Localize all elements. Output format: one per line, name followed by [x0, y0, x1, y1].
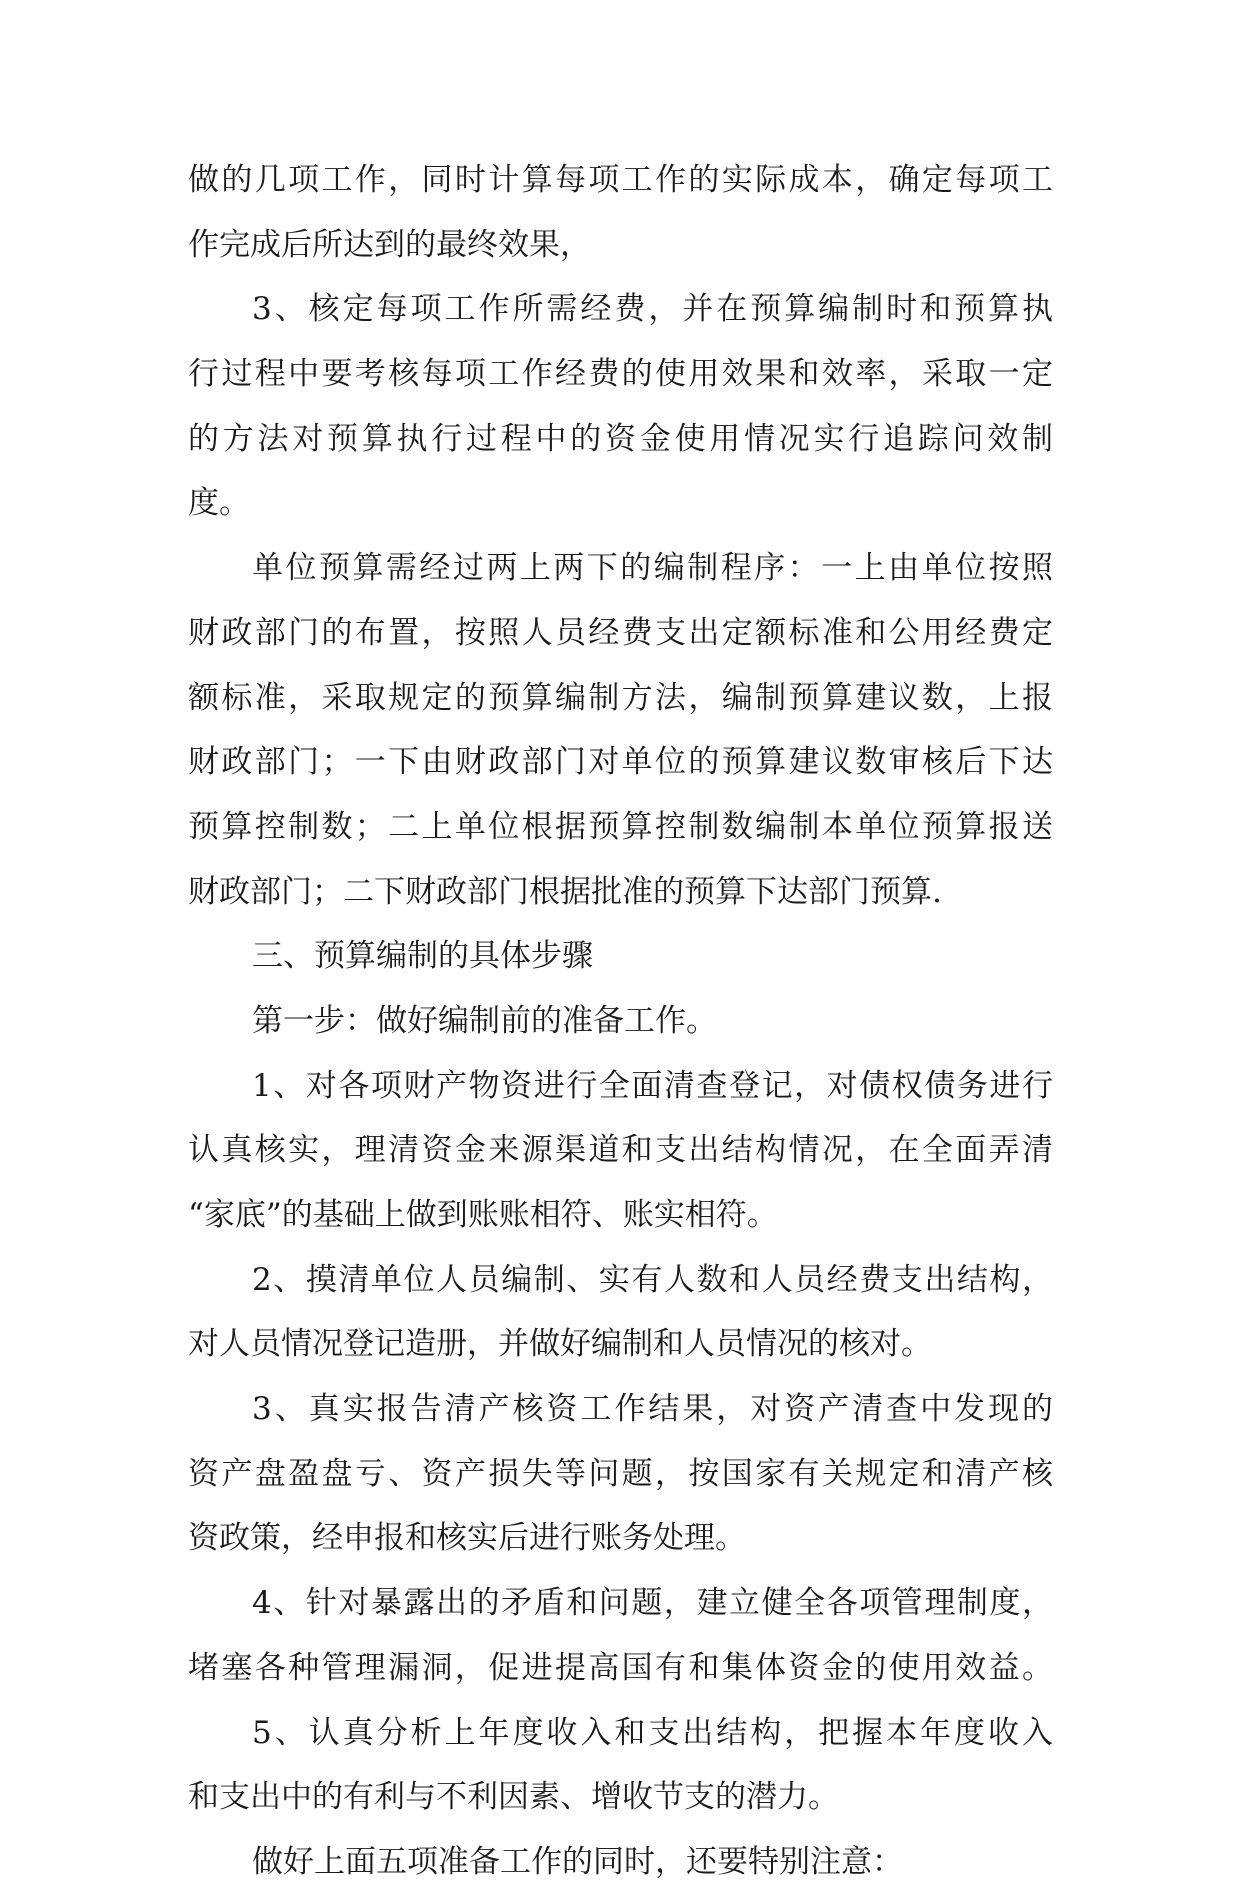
text-line: 行过程中要考核每项工作经费的使用效果和效率，采取一定 [188, 356, 1053, 393]
text-line: 的方法对预算执行过程中的资金使用情况实行追踪问效制 [188, 420, 1053, 457]
text-line: 财政部门；一下由财政部门对单位的预算建议数审核后下达 [188, 744, 1053, 781]
text-line: 预算控制数；二上单位根据预算控制数编制本单位预算报送 [188, 808, 1053, 845]
text-line: 做的几项工作，同时计算每项工作的实际成本，确定每项工 [188, 162, 1053, 198]
section-heading: 三、预算编制的具体步骤 [252, 938, 593, 975]
text-line: 3、真实报告清产核资工作结果，对资产清查中发现的 [252, 1391, 1053, 1428]
text-line: 额标准，采取规定的预算编制方法，编制预算建议数，上报 [188, 679, 1053, 716]
text-line: 3、核定每项工作所需经费，并在预算编制时和预算执 [252, 291, 1053, 328]
text-line: 对人员情况登记造册，并做好编制和人员情况的核对。 [188, 1326, 932, 1363]
text-line: “家底”的基础上做到账账相符、账实相符。 [188, 1197, 778, 1233]
text-line: 资产盘盈盘亏、资产损失等问题，按国家有关规定和清产核 [188, 1455, 1053, 1492]
text-line: 和支出中的有利与不利因素、增收节支的潜力。 [188, 1779, 839, 1816]
text-line: 财政部门的布置，按照人员经费支出定额标准和公用经费定 [188, 614, 1053, 651]
text-line: 4、针对暴露出的矛盾和问题，建立健全各项管理制度， [252, 1585, 1053, 1622]
text-line: 堵塞各种管理漏洞，促进提高国有和集体资金的使用效益。 [188, 1649, 1053, 1686]
text-line: 做好上面五项准备工作的同时，还要特别注意： [252, 1843, 903, 1880]
text-line: 作完成后所达到的最终效果， [188, 226, 591, 263]
text-line: 2、摸清单位人员编制、实有人数和人员经费支出结构， [252, 1261, 1053, 1298]
text-line: 财政部门；二下财政部门根据批准的预算下达部门预算. [188, 873, 942, 910]
text-line: 单位预算需经过两上两下的编制程序：一上由单位按照 [252, 550, 1053, 587]
text-line: 度。 [188, 485, 250, 522]
step-heading: 第一步：做好编制前的准备工作。 [252, 1002, 717, 1039]
text-line: 资政策，经申报和核实后进行账务处理。 [188, 1520, 746, 1557]
text-line: 5、认真分析上年度收入和支出结构，把握本年度收入 [252, 1714, 1053, 1751]
body-text [188, 148, 1053, 1895]
text-line: 1、对各项财产物资进行全面清查登记，对债权债务进行 [252, 1067, 1053, 1104]
text-line: 认真核实，理清资金来源渠道和支出结构情况，在全面弄清 [188, 1132, 1053, 1169]
